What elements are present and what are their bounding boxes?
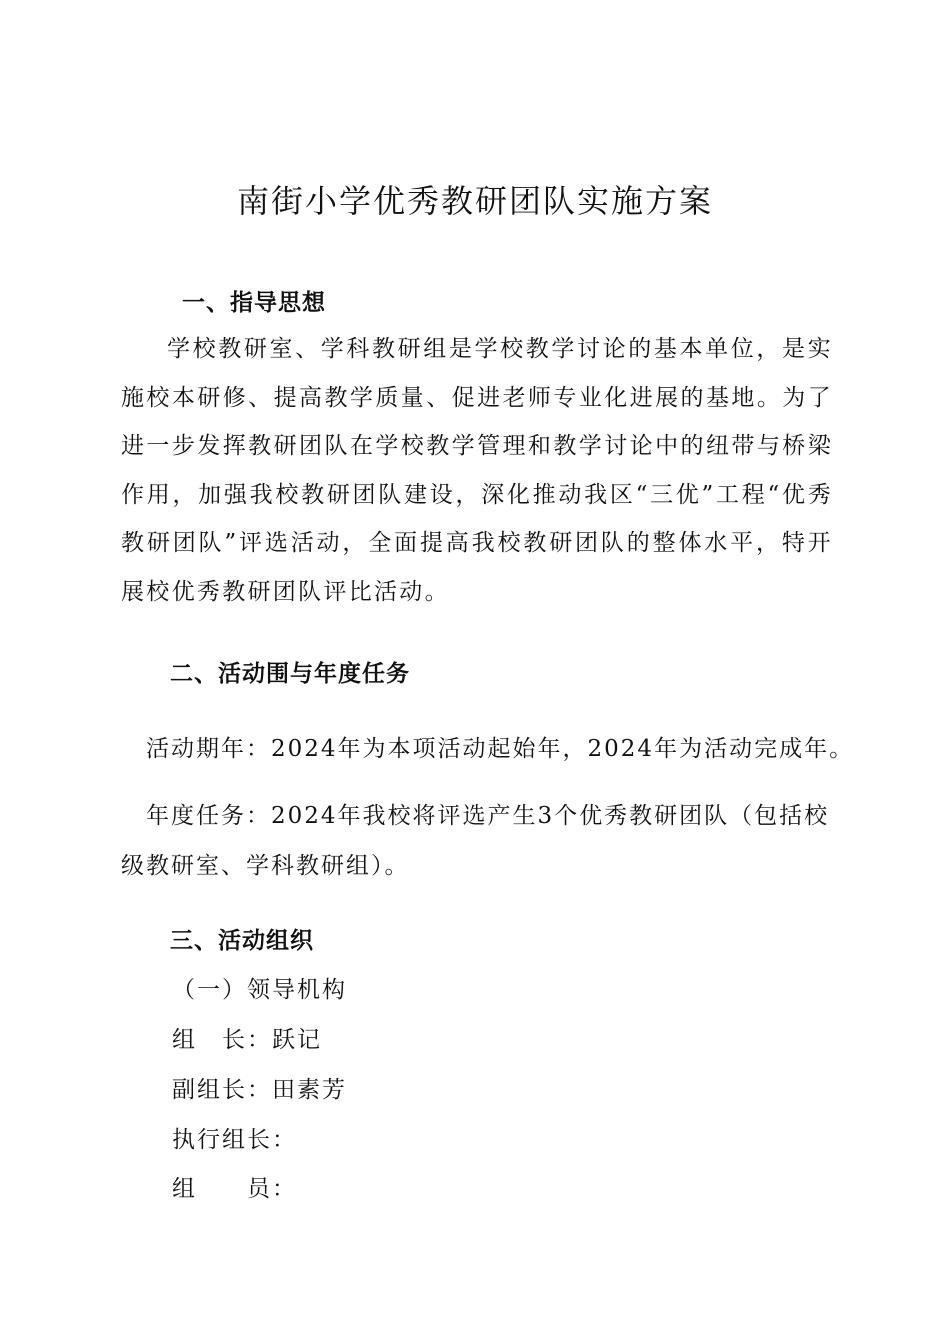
- annual-task-text: 年度任务：2024年我校将评选产生3个优秀教研团队（包括校级教研室、学科教研组）。: [121, 803, 830, 879]
- executive-leader-line: 执行组长：: [172, 1127, 297, 1153]
- section-heading-scope-tasks: 二、活动围与年度任务: [170, 660, 410, 687]
- section-heading-guiding-ideology: 一、指导思想: [182, 289, 326, 316]
- leader-line: 组 长：跃记: [172, 1027, 322, 1053]
- activity-period-text: 活动期年：2024年为本项活动起始年，2024年为活动完成年。: [146, 736, 855, 762]
- deputy-leader-line: 副组长：田素芳: [172, 1077, 347, 1103]
- document-title: 南街小学优秀教研团队实施方案: [236, 182, 713, 220]
- subsection-leadership: （一）领导机构: [172, 977, 347, 1003]
- guiding-ideology-paragraph: 学校教研室、学科教研组是学校教学讨论的基本单位，是实施校本研修、提高教学质量、促进老师专业化进展的基地。为了进一步发挥教研团队在学校教学管理和教学讨论中的纽带与桥梁作用，加强我校教研团队建设，深化推动我区“三优”工程“优秀教研团队”评选活动，全面提高我校教研团队的整体水平，特开展校优秀教研团队评比活动。: [121, 336, 833, 605]
- members-line: 组 员：: [172, 1176, 297, 1202]
- section-heading-organization: 三、活动组织: [170, 927, 314, 954]
